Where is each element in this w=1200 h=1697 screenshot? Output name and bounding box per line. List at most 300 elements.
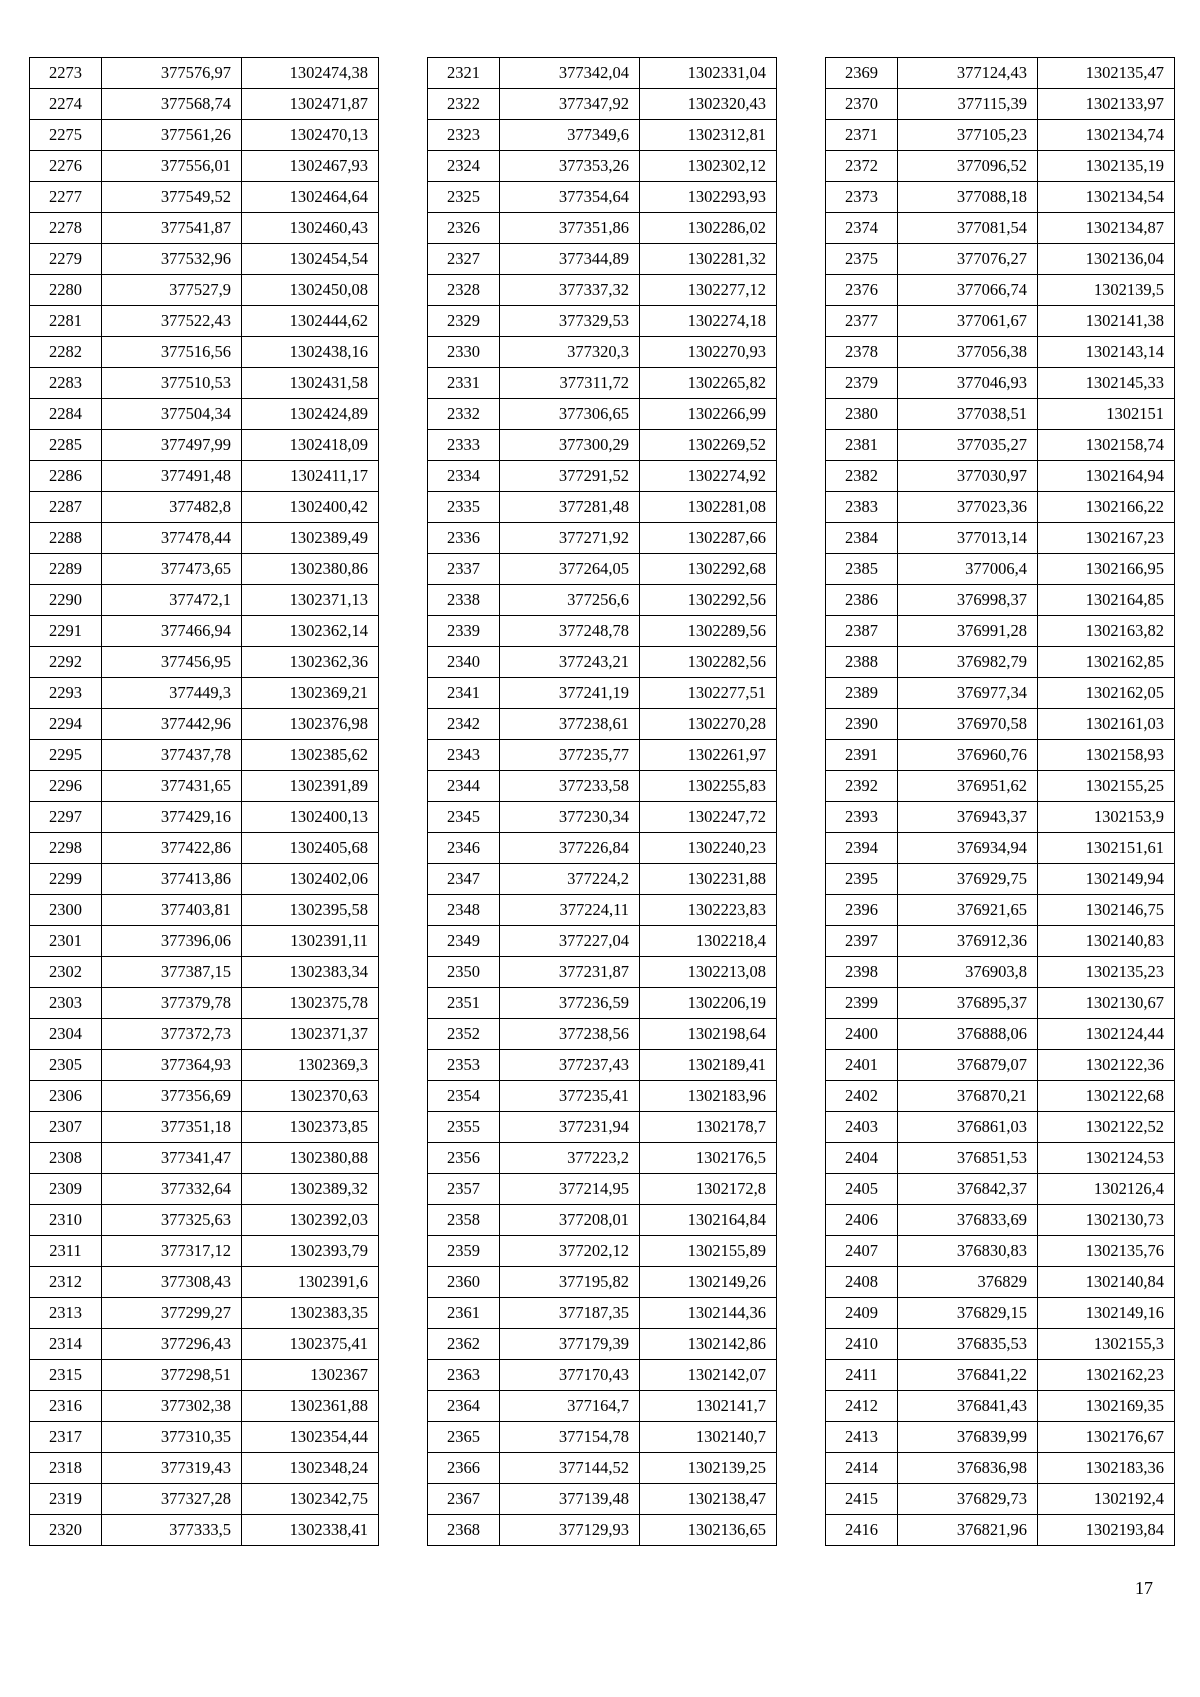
table-row	[826, 1453, 1175, 1484]
table-row	[30, 399, 379, 430]
point-number-cell: 2283	[30, 368, 102, 399]
table-row	[826, 1236, 1175, 1267]
y-coordinate-cell: 1302138,47	[640, 1484, 777, 1515]
x-coordinate-cell: 377291,52	[500, 461, 640, 492]
table-row	[428, 430, 777, 461]
point-number-cell: 2380	[826, 399, 898, 430]
y-coordinate-cell: 1302151	[1038, 399, 1175, 430]
point-number-cell: 2306	[30, 1081, 102, 1112]
point-number-cell: 2289	[30, 554, 102, 585]
x-coordinate-cell: 377076,27	[898, 244, 1038, 275]
x-coordinate-cell: 377061,67	[898, 306, 1038, 337]
point-number-cell: 2292	[30, 647, 102, 678]
y-coordinate-cell: 1302192,4	[1038, 1484, 1175, 1515]
y-coordinate-cell: 1302130,67	[1038, 988, 1175, 1019]
table-row	[826, 1391, 1175, 1422]
y-coordinate-cell: 1302158,74	[1038, 430, 1175, 461]
x-coordinate-cell: 377431,65	[102, 771, 242, 802]
table-row	[428, 461, 777, 492]
y-coordinate-cell: 1302134,74	[1038, 120, 1175, 151]
point-number-cell: 2319	[30, 1484, 102, 1515]
x-coordinate-cell: 377356,69	[102, 1081, 242, 1112]
point-number-cell: 2358	[428, 1205, 500, 1236]
x-coordinate-cell: 377413,86	[102, 864, 242, 895]
point-number-cell: 2399	[826, 988, 898, 1019]
table-row	[428, 1019, 777, 1050]
table-row	[30, 368, 379, 399]
y-coordinate-cell: 1302380,88	[242, 1143, 379, 1174]
table-row	[428, 1112, 777, 1143]
y-coordinate-cell: 1302135,47	[1038, 58, 1175, 89]
table-row	[428, 1391, 777, 1422]
x-coordinate-cell: 377349,6	[500, 120, 640, 151]
y-coordinate-cell: 1302277,12	[640, 275, 777, 306]
table-row	[30, 616, 379, 647]
point-number-cell: 2339	[428, 616, 500, 647]
x-coordinate-cell: 377299,27	[102, 1298, 242, 1329]
table-row	[428, 1174, 777, 1205]
point-number-cell: 2327	[428, 244, 500, 275]
y-coordinate-cell: 1302146,75	[1038, 895, 1175, 926]
x-coordinate-cell: 377364,93	[102, 1050, 242, 1081]
x-coordinate-cell: 377576,97	[102, 58, 242, 89]
point-number-cell: 2355	[428, 1112, 500, 1143]
y-coordinate-cell: 1302136,04	[1038, 244, 1175, 275]
point-number-cell: 2293	[30, 678, 102, 709]
x-coordinate-cell: 377561,26	[102, 120, 242, 151]
coordinate-table-3	[825, 57, 1175, 1546]
table-row	[826, 461, 1175, 492]
point-number-cell: 2369	[826, 58, 898, 89]
table-row	[30, 151, 379, 182]
y-coordinate-cell: 1302361,88	[242, 1391, 379, 1422]
y-coordinate-cell: 1302471,87	[242, 89, 379, 120]
table-row	[826, 151, 1175, 182]
point-number-cell: 2354	[428, 1081, 500, 1112]
point-number-cell: 2330	[428, 337, 500, 368]
x-coordinate-cell: 377124,43	[898, 58, 1038, 89]
table-row	[428, 89, 777, 120]
y-coordinate-cell: 1302122,68	[1038, 1081, 1175, 1112]
table-row	[428, 275, 777, 306]
y-coordinate-cell: 1302293,93	[640, 182, 777, 213]
x-coordinate-cell: 376903,8	[898, 957, 1038, 988]
point-number-cell: 2407	[826, 1236, 898, 1267]
y-coordinate-cell: 1302389,32	[242, 1174, 379, 1205]
table-row	[826, 58, 1175, 89]
table-row	[428, 337, 777, 368]
y-coordinate-cell: 1302198,64	[640, 1019, 777, 1050]
y-coordinate-cell: 1302270,93	[640, 337, 777, 368]
x-coordinate-cell: 377379,78	[102, 988, 242, 1019]
table-row	[428, 58, 777, 89]
table-row	[428, 306, 777, 337]
x-coordinate-cell: 376829	[898, 1267, 1038, 1298]
point-number-cell: 2351	[428, 988, 500, 1019]
table-row	[826, 709, 1175, 740]
table-row	[428, 1081, 777, 1112]
x-coordinate-cell: 377088,18	[898, 182, 1038, 213]
table-row	[826, 1515, 1175, 1546]
y-coordinate-cell: 1302320,43	[640, 89, 777, 120]
y-coordinate-cell: 1302380,86	[242, 554, 379, 585]
y-coordinate-cell: 1302240,23	[640, 833, 777, 864]
point-number-cell: 2402	[826, 1081, 898, 1112]
y-coordinate-cell: 1302142,86	[640, 1329, 777, 1360]
point-number-cell: 2317	[30, 1422, 102, 1453]
y-coordinate-cell: 1302277,51	[640, 678, 777, 709]
table-row	[30, 120, 379, 151]
point-number-cell: 2308	[30, 1143, 102, 1174]
x-coordinate-cell: 377333,5	[102, 1515, 242, 1546]
point-number-cell: 2304	[30, 1019, 102, 1050]
point-number-cell: 2345	[428, 802, 500, 833]
y-coordinate-cell: 1302213,08	[640, 957, 777, 988]
point-number-cell: 2284	[30, 399, 102, 430]
x-coordinate-cell: 377238,56	[500, 1019, 640, 1050]
y-coordinate-cell: 1302391,89	[242, 771, 379, 802]
x-coordinate-cell: 377271,92	[500, 523, 640, 554]
point-number-cell: 2316	[30, 1391, 102, 1422]
y-coordinate-cell: 1302385,62	[242, 740, 379, 771]
point-number-cell: 2348	[428, 895, 500, 926]
table-row	[826, 802, 1175, 833]
y-coordinate-cell: 1302140,83	[1038, 926, 1175, 957]
point-number-cell: 2353	[428, 1050, 500, 1081]
y-coordinate-cell: 1302373,85	[242, 1112, 379, 1143]
point-number-cell: 2310	[30, 1205, 102, 1236]
table-row	[826, 1019, 1175, 1050]
x-coordinate-cell: 377396,06	[102, 926, 242, 957]
table-row	[428, 368, 777, 399]
y-coordinate-cell: 1302155,3	[1038, 1329, 1175, 1360]
point-number-cell: 2391	[826, 740, 898, 771]
point-number-cell: 2321	[428, 58, 500, 89]
x-coordinate-cell: 376841,43	[898, 1391, 1038, 1422]
table-row	[826, 306, 1175, 337]
y-coordinate-cell: 1302141,38	[1038, 306, 1175, 337]
table-row	[30, 461, 379, 492]
table-row	[30, 1050, 379, 1081]
point-number-cell: 2324	[428, 151, 500, 182]
x-coordinate-cell: 377030,97	[898, 461, 1038, 492]
y-coordinate-cell: 1302163,82	[1038, 616, 1175, 647]
x-coordinate-cell: 377038,51	[898, 399, 1038, 430]
point-number-cell: 2341	[428, 678, 500, 709]
y-coordinate-cell: 1302371,37	[242, 1019, 379, 1050]
x-coordinate-cell: 377347,92	[500, 89, 640, 120]
y-coordinate-cell: 1302162,05	[1038, 678, 1175, 709]
x-coordinate-cell: 377387,15	[102, 957, 242, 988]
point-number-cell: 2311	[30, 1236, 102, 1267]
x-coordinate-cell: 377310,35	[102, 1422, 242, 1453]
x-coordinate-cell: 377541,87	[102, 213, 242, 244]
table-row	[30, 275, 379, 306]
y-coordinate-cell: 1302400,13	[242, 802, 379, 833]
point-number-cell: 2362	[428, 1329, 500, 1360]
table-row	[826, 554, 1175, 585]
x-coordinate-cell: 377466,94	[102, 616, 242, 647]
point-number-cell: 2411	[826, 1360, 898, 1391]
x-coordinate-cell: 377115,39	[898, 89, 1038, 120]
x-coordinate-cell: 377144,52	[500, 1453, 640, 1484]
y-coordinate-cell: 1302383,34	[242, 957, 379, 988]
table-row	[428, 1484, 777, 1515]
x-coordinate-cell: 377243,21	[500, 647, 640, 678]
y-coordinate-cell: 1302389,49	[242, 523, 379, 554]
x-coordinate-cell: 377013,14	[898, 523, 1038, 554]
table-row	[428, 1205, 777, 1236]
x-coordinate-cell: 377549,52	[102, 182, 242, 213]
point-number-cell: 2401	[826, 1050, 898, 1081]
table-row	[428, 864, 777, 895]
table-row	[826, 337, 1175, 368]
y-coordinate-cell: 1302149,16	[1038, 1298, 1175, 1329]
point-number-cell: 2334	[428, 461, 500, 492]
y-coordinate-cell: 1302223,83	[640, 895, 777, 926]
point-number-cell: 2295	[30, 740, 102, 771]
x-coordinate-cell: 376991,28	[898, 616, 1038, 647]
table-row	[428, 1453, 777, 1484]
table-row	[30, 182, 379, 213]
point-number-cell: 2331	[428, 368, 500, 399]
table-row	[826, 864, 1175, 895]
x-coordinate-cell: 377317,12	[102, 1236, 242, 1267]
point-number-cell: 2373	[826, 182, 898, 213]
y-coordinate-cell: 1302467,93	[242, 151, 379, 182]
table-row	[428, 988, 777, 1019]
y-coordinate-cell: 1302392,03	[242, 1205, 379, 1236]
y-coordinate-cell: 1302143,14	[1038, 337, 1175, 368]
point-number-cell: 2280	[30, 275, 102, 306]
point-number-cell: 2328	[428, 275, 500, 306]
x-coordinate-cell: 377344,89	[500, 244, 640, 275]
x-coordinate-cell: 377235,41	[500, 1081, 640, 1112]
table-row	[826, 1329, 1175, 1360]
table-row	[30, 306, 379, 337]
table-row	[826, 213, 1175, 244]
table-row	[30, 926, 379, 957]
point-number-cell: 2318	[30, 1453, 102, 1484]
y-coordinate-cell: 1302122,36	[1038, 1050, 1175, 1081]
y-coordinate-cell: 1302274,18	[640, 306, 777, 337]
table-row	[30, 1484, 379, 1515]
point-number-cell: 2288	[30, 523, 102, 554]
y-coordinate-cell: 1302218,4	[640, 926, 777, 957]
table-row	[30, 1329, 379, 1360]
y-coordinate-cell: 1302402,06	[242, 864, 379, 895]
point-number-cell: 2276	[30, 151, 102, 182]
table-row	[30, 1515, 379, 1546]
x-coordinate-cell: 377568,74	[102, 89, 242, 120]
x-coordinate-cell: 376821,96	[898, 1515, 1038, 1546]
table-row	[428, 585, 777, 616]
table-row	[826, 1143, 1175, 1174]
y-coordinate-cell: 1302331,04	[640, 58, 777, 89]
table-row	[30, 1112, 379, 1143]
y-coordinate-cell: 1302139,25	[640, 1453, 777, 1484]
point-number-cell: 2314	[30, 1329, 102, 1360]
table-row	[30, 337, 379, 368]
table-row	[30, 1298, 379, 1329]
x-coordinate-cell: 377248,78	[500, 616, 640, 647]
x-coordinate-cell: 376921,65	[898, 895, 1038, 926]
table-row	[826, 368, 1175, 399]
point-number-cell: 2412	[826, 1391, 898, 1422]
point-number-cell: 2336	[428, 523, 500, 554]
x-coordinate-cell: 377429,16	[102, 802, 242, 833]
table-row	[30, 802, 379, 833]
table-row	[826, 1205, 1175, 1236]
y-coordinate-cell: 1302247,72	[640, 802, 777, 833]
table-row	[826, 988, 1175, 1019]
x-coordinate-cell: 377187,35	[500, 1298, 640, 1329]
table-row	[30, 647, 379, 678]
point-number-cell: 2273	[30, 58, 102, 89]
x-coordinate-cell: 377516,56	[102, 337, 242, 368]
point-number-cell: 2298	[30, 833, 102, 864]
x-coordinate-cell: 377256,6	[500, 585, 640, 616]
y-coordinate-cell: 1302369,3	[242, 1050, 379, 1081]
x-coordinate-cell: 377353,26	[500, 151, 640, 182]
y-coordinate-cell: 1302292,68	[640, 554, 777, 585]
coordinate-table-1	[29, 57, 379, 1546]
point-number-cell: 2363	[428, 1360, 500, 1391]
y-coordinate-cell: 1302269,52	[640, 430, 777, 461]
point-number-cell: 2300	[30, 895, 102, 926]
y-coordinate-cell: 1302135,23	[1038, 957, 1175, 988]
table-row	[428, 1298, 777, 1329]
point-number-cell: 2383	[826, 492, 898, 523]
y-coordinate-cell: 1302162,23	[1038, 1360, 1175, 1391]
y-coordinate-cell: 1302400,42	[242, 492, 379, 523]
point-number-cell: 2392	[826, 771, 898, 802]
point-number-cell: 2335	[428, 492, 500, 523]
x-coordinate-cell: 377139,48	[500, 1484, 640, 1515]
x-coordinate-cell: 377056,38	[898, 337, 1038, 368]
x-coordinate-cell: 376836,98	[898, 1453, 1038, 1484]
y-coordinate-cell: 1302383,35	[242, 1298, 379, 1329]
x-coordinate-cell: 377320,3	[500, 337, 640, 368]
table-row	[826, 771, 1175, 802]
x-coordinate-cell: 376839,99	[898, 1422, 1038, 1453]
point-number-cell: 2394	[826, 833, 898, 864]
table-row	[30, 864, 379, 895]
point-number-cell: 2365	[428, 1422, 500, 1453]
x-coordinate-cell: 377437,78	[102, 740, 242, 771]
y-coordinate-cell: 1302281,08	[640, 492, 777, 523]
y-coordinate-cell: 1302183,36	[1038, 1453, 1175, 1484]
table-row	[826, 399, 1175, 430]
table-row	[30, 1174, 379, 1205]
x-coordinate-cell: 377403,81	[102, 895, 242, 926]
point-number-cell: 2413	[826, 1422, 898, 1453]
table-row	[428, 771, 777, 802]
y-coordinate-cell: 1302122,52	[1038, 1112, 1175, 1143]
table-row	[428, 244, 777, 275]
x-coordinate-cell: 377532,96	[102, 244, 242, 275]
table-row	[30, 1143, 379, 1174]
table-row	[30, 1453, 379, 1484]
table-row	[428, 399, 777, 430]
y-coordinate-cell: 1302348,24	[242, 1453, 379, 1484]
y-coordinate-cell: 1302141,7	[640, 1391, 777, 1422]
y-coordinate-cell: 1302371,13	[242, 585, 379, 616]
table-row	[428, 957, 777, 988]
table-row	[30, 1360, 379, 1391]
x-coordinate-cell: 377302,38	[102, 1391, 242, 1422]
point-number-cell: 2312	[30, 1267, 102, 1298]
y-coordinate-cell: 1302149,26	[640, 1267, 777, 1298]
point-number-cell: 2309	[30, 1174, 102, 1205]
point-number-cell: 2302	[30, 957, 102, 988]
x-coordinate-cell: 376888,06	[898, 1019, 1038, 1050]
x-coordinate-cell: 376982,79	[898, 647, 1038, 678]
x-coordinate-cell: 377223,2	[500, 1143, 640, 1174]
x-coordinate-cell: 377422,86	[102, 833, 242, 864]
y-coordinate-cell: 1302282,56	[640, 647, 777, 678]
table-row	[428, 709, 777, 740]
y-coordinate-cell: 1302391,6	[242, 1267, 379, 1298]
x-coordinate-cell: 377300,29	[500, 430, 640, 461]
table-row	[826, 1360, 1175, 1391]
point-number-cell: 2342	[428, 709, 500, 740]
point-number-cell: 2415	[826, 1484, 898, 1515]
y-coordinate-cell: 1302395,58	[242, 895, 379, 926]
point-number-cell: 2333	[428, 430, 500, 461]
x-coordinate-cell: 377473,65	[102, 554, 242, 585]
table-row	[428, 554, 777, 585]
table-row	[826, 1422, 1175, 1453]
x-coordinate-cell: 377527,9	[102, 275, 242, 306]
y-coordinate-cell: 1302153,9	[1038, 802, 1175, 833]
y-coordinate-cell: 1302450,08	[242, 275, 379, 306]
x-coordinate-cell: 377332,64	[102, 1174, 242, 1205]
y-coordinate-cell: 1302281,32	[640, 244, 777, 275]
point-number-cell: 2278	[30, 213, 102, 244]
table-row	[30, 1205, 379, 1236]
x-coordinate-cell: 377238,61	[500, 709, 640, 740]
point-number-cell: 2406	[826, 1205, 898, 1236]
point-number-cell: 2398	[826, 957, 898, 988]
x-coordinate-cell: 377154,78	[500, 1422, 640, 1453]
y-coordinate-cell: 1302134,54	[1038, 182, 1175, 213]
table-row	[826, 1050, 1175, 1081]
y-coordinate-cell: 1302145,33	[1038, 368, 1175, 399]
point-number-cell: 2393	[826, 802, 898, 833]
point-number-cell: 2305	[30, 1050, 102, 1081]
point-number-cell: 2364	[428, 1391, 500, 1422]
y-coordinate-cell: 1302286,02	[640, 213, 777, 244]
table-row	[428, 523, 777, 554]
y-coordinate-cell: 1302135,19	[1038, 151, 1175, 182]
y-coordinate-cell: 1302155,25	[1038, 771, 1175, 802]
x-coordinate-cell: 377170,43	[500, 1360, 640, 1391]
table-row	[30, 430, 379, 461]
point-number-cell: 2381	[826, 430, 898, 461]
table-row	[428, 833, 777, 864]
y-coordinate-cell: 1302124,53	[1038, 1143, 1175, 1174]
y-coordinate-cell: 1302424,89	[242, 399, 379, 430]
y-coordinate-cell: 1302375,41	[242, 1329, 379, 1360]
x-coordinate-cell: 376912,36	[898, 926, 1038, 957]
table-row	[428, 678, 777, 709]
point-number-cell: 2320	[30, 1515, 102, 1546]
table-row	[826, 1174, 1175, 1205]
point-number-cell: 2299	[30, 864, 102, 895]
y-coordinate-cell: 1302176,5	[640, 1143, 777, 1174]
table-row	[826, 833, 1175, 864]
